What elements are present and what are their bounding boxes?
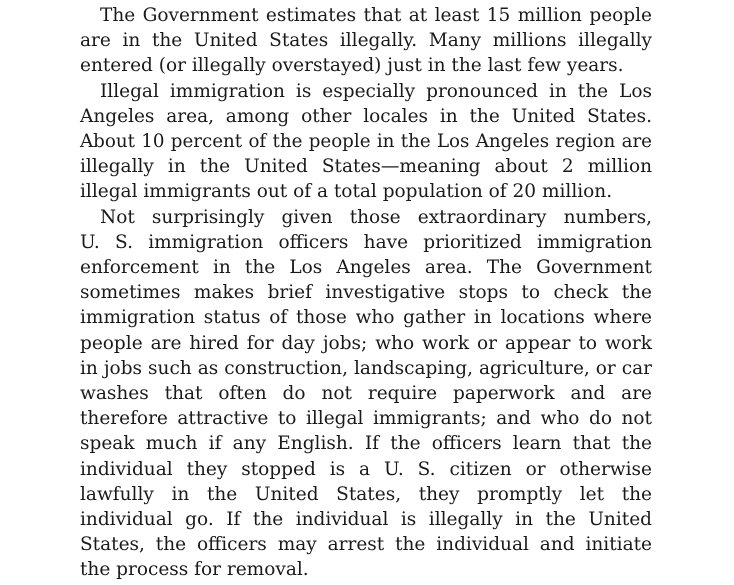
text-line: enforcement in the Los Angeles area. The Government xyxy=(80,257,652,279)
text-line: washes that often do not require paperwork and are xyxy=(80,383,652,405)
text-line: About 10 percent of the people in the Los Angeles region are xyxy=(80,131,652,153)
paragraph-3 xyxy=(80,205,652,583)
text-line: individual they stopped is a U. S. citizen or otherwise xyxy=(80,458,652,480)
text-line: sometimes makes brief investigative stops to check the xyxy=(80,282,652,304)
text-line: lawfully in the United States, they promptly let the xyxy=(80,483,652,505)
text-line: the process for removal. xyxy=(80,559,309,581)
text-line: speak much if any English. If the officers learn that the xyxy=(80,433,652,455)
text-line: therefore attractive to illegal immigrants; and who do not xyxy=(80,408,652,430)
text-line: are in the United States illegally. Many millions illegally xyxy=(80,30,652,52)
text-line: people are hired for day jobs; who work or appear to work xyxy=(80,332,652,354)
paragraph-1 xyxy=(80,3,652,79)
text-line: individual go. If the individual is illegally in the United xyxy=(80,509,652,531)
text-line: in jobs such as construction, landscaping, agriculture, or car xyxy=(80,357,652,379)
text-line: Not surprisingly given those extraordinary numbers, xyxy=(100,206,652,228)
text-line: Illegal immigration is especially pronounced in the Los xyxy=(100,80,652,102)
text-line: entered (or illegally overstayed) just in the last few years. xyxy=(80,55,624,77)
paragraph-2 xyxy=(80,79,652,205)
text-line: illegal immigrants out of a total population of 20 million. xyxy=(80,181,613,203)
document-body xyxy=(80,3,652,583)
text-line: The Government estimates that at least 15 million people xyxy=(100,5,652,26)
text-line: Angeles area, among other locales in the United States. xyxy=(80,105,652,127)
text-line: illegally in the United States—meaning about 2 million xyxy=(80,156,652,178)
text-line: U. S. immigration officers have prioritized immigration xyxy=(80,231,652,253)
text-line: States, the officers may arrest the individual and initiate xyxy=(80,534,652,556)
text-line: immigration status of those who gather in locations where xyxy=(80,307,652,329)
